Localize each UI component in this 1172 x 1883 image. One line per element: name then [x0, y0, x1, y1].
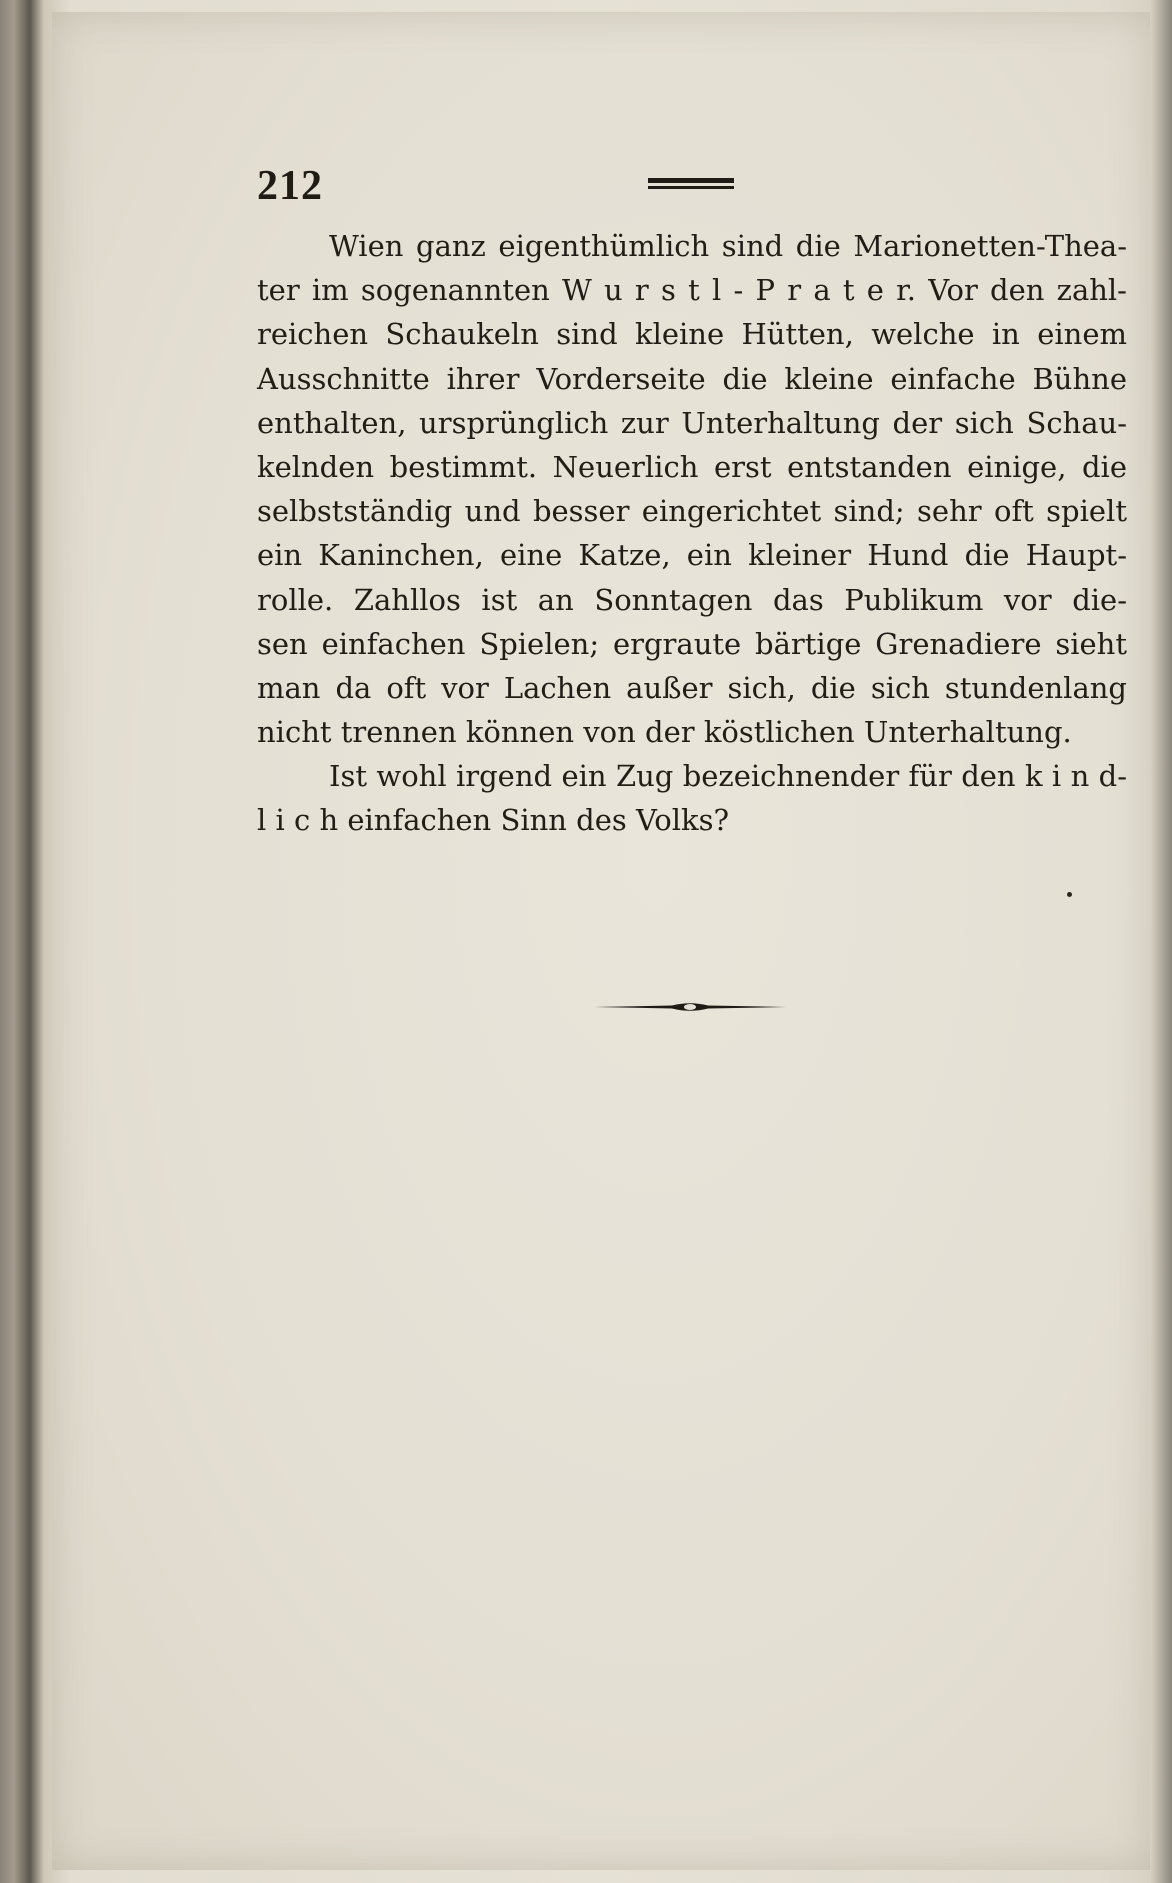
text-line: Ist wohl irgend ein Zug bezeichnender für den k i n d- — [329, 759, 1127, 794]
text-line: ter im sogenannten W u r s t l - P r a t e r. Vor den zahl- — [257, 273, 1127, 308]
text-line: nicht trennen können von der köstlichen Unterhaltung. — [257, 715, 1072, 750]
body-text — [257, 224, 1127, 843]
text-line: kelnden bestimmt. Neuerlich erst entstanden einige, die — [257, 449, 1127, 484]
bleed-through-text — [282, 1062, 1112, 1238]
text-line: reichen Schaukeln sind kleine Hütten, welche in einem — [257, 317, 1127, 352]
ink-speck — [1067, 892, 1072, 897]
text-line: rolle. Zahllos ist an Sonntagen das Publikum vor die- — [257, 582, 1127, 617]
book-page — [52, 12, 1150, 1870]
header-rule — [648, 178, 734, 188]
text-line: ein Kaninchen, eine Katze, ein kleiner Hund die Haupt- — [257, 538, 1127, 573]
text-line: sen einfachen Spielen; ergraute bärtige Grenadiere sieht — [257, 626, 1127, 661]
text-line: Wien ganz eigenthümlich sind die Marionetten-Thea- — [329, 229, 1127, 263]
text-line: man da oft vor Lachen außer sich, die sich stundenlang — [257, 670, 1127, 705]
ornament-divider — [592, 1000, 788, 1014]
text-line: l i c h einfachen Sinn des Volks? — [257, 803, 730, 838]
page-number: 212 — [257, 163, 323, 209]
text-line: Ausschnitte ihrer Vorderseite die kleine einfache Bühne — [257, 361, 1127, 396]
text-line: enthalten, ursprünglich zur Unterhaltung der sich Schau- — [257, 405, 1127, 440]
text-line: selbstständig und besser eingerichtet sind; sehr oft spielt — [257, 494, 1127, 529]
